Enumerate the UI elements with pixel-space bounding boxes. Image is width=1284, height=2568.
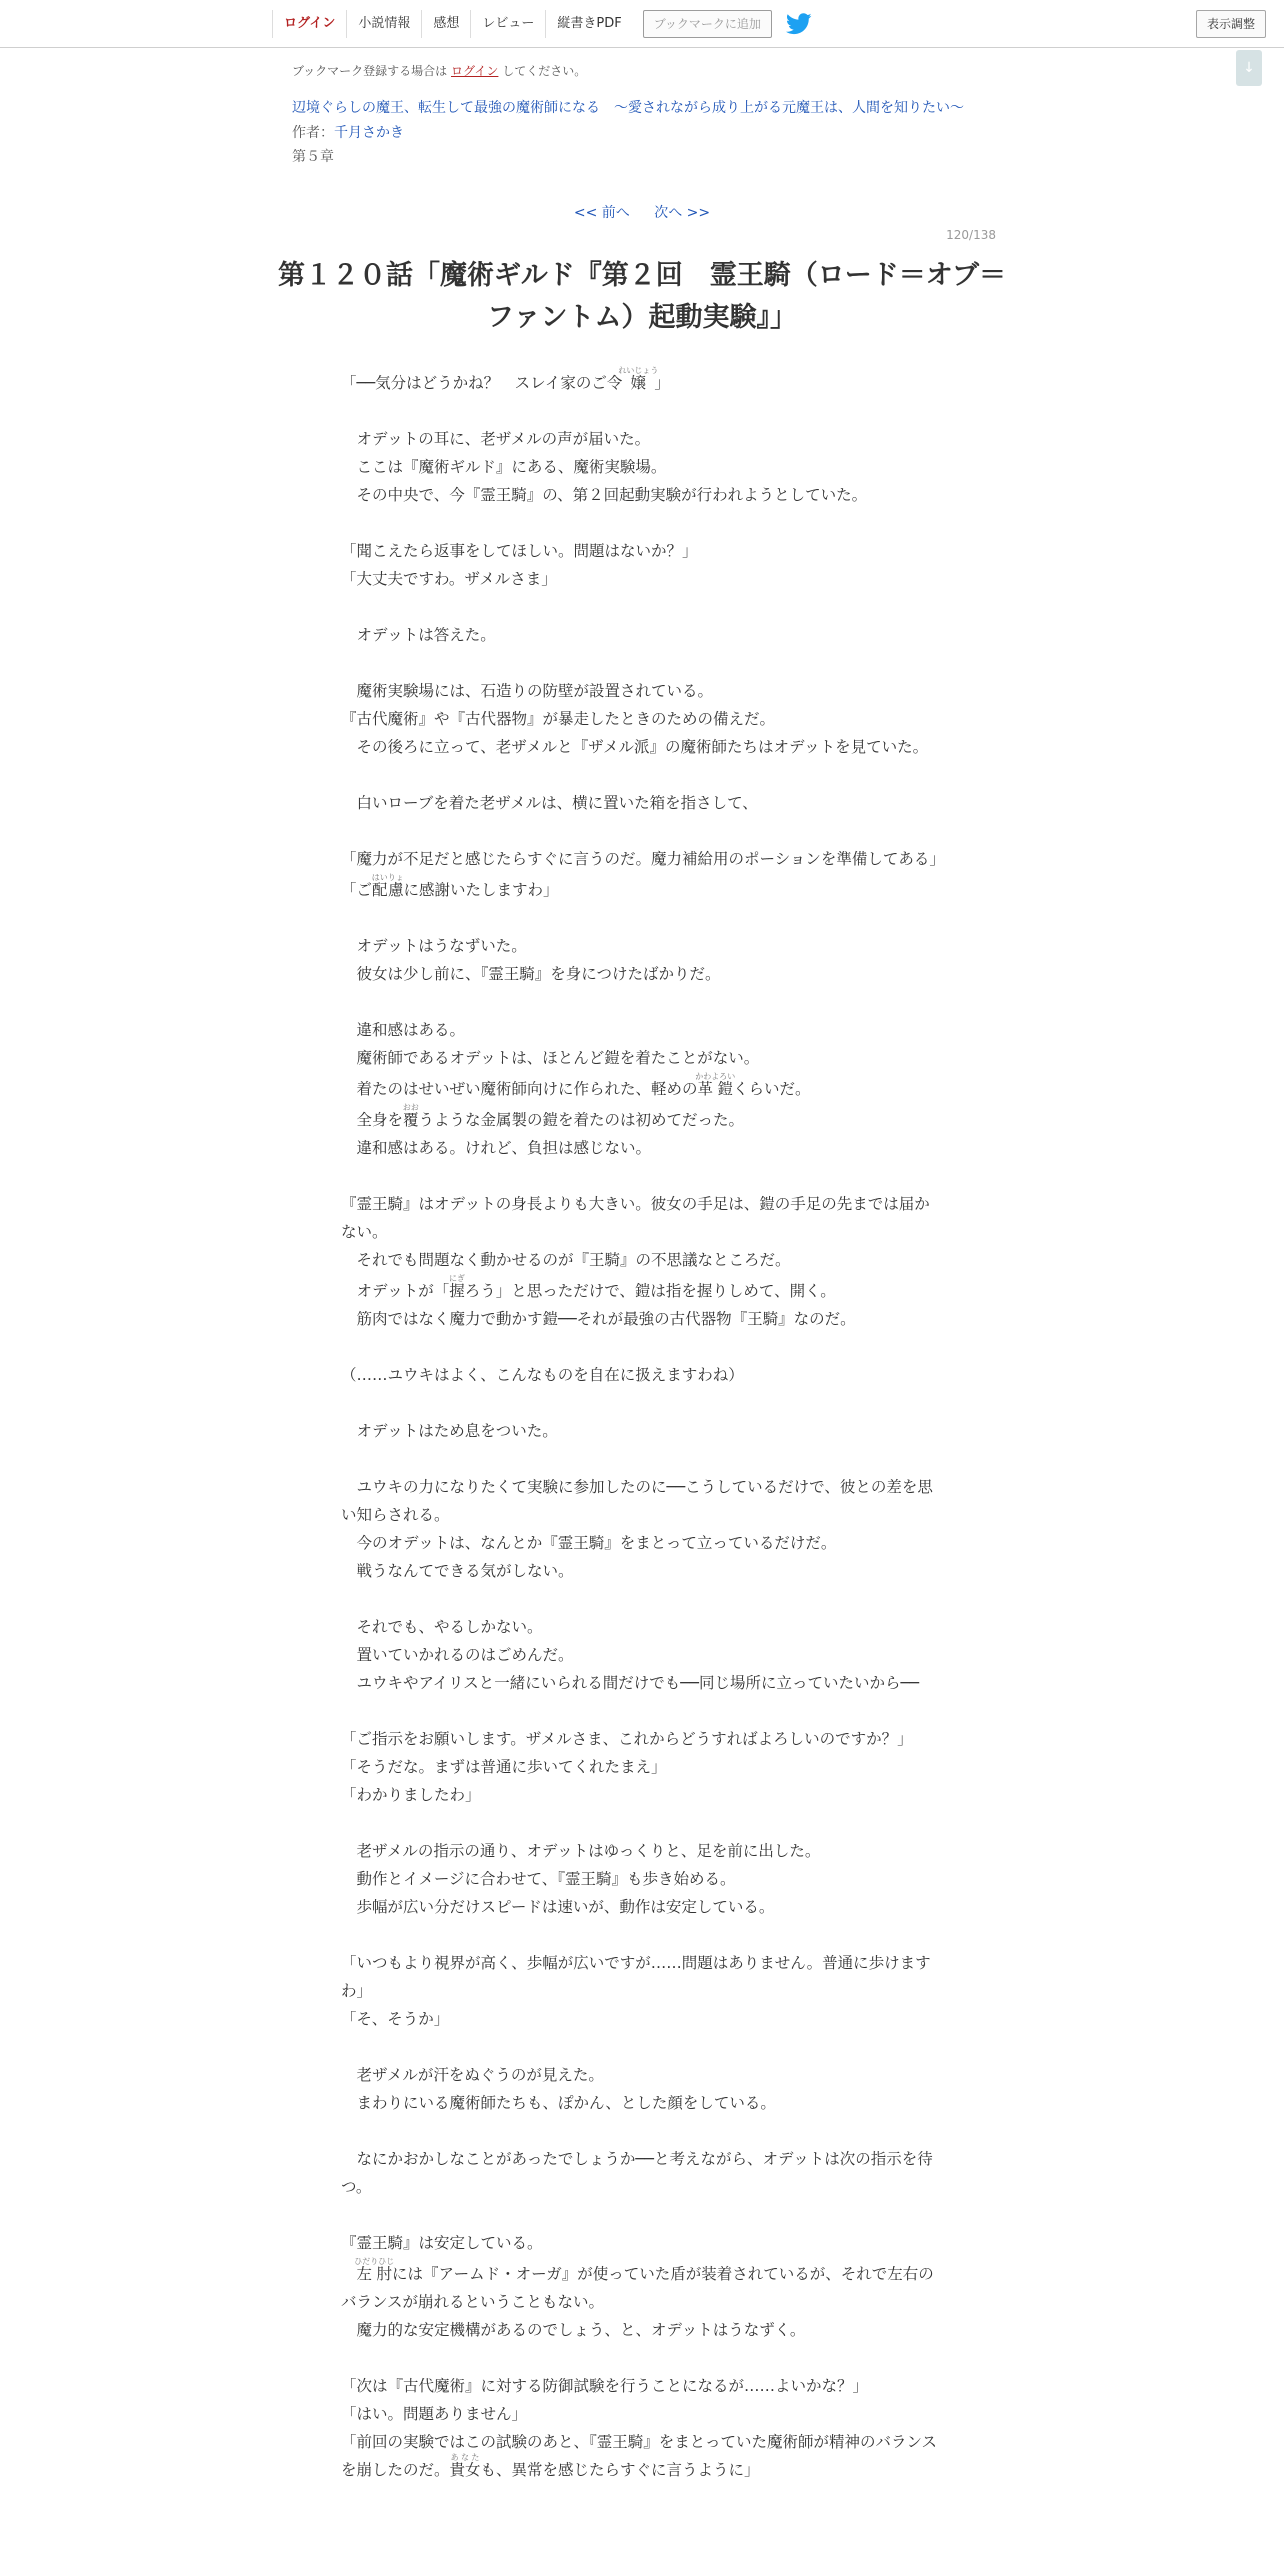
body-line: 「次は『古代魔術』に対する防御試験を行うことになるが……よいかな？」 bbox=[341, 2377, 869, 2395]
body-line: 「──気分はどうかね？ スレイ家のご令嬢れいじょう」 bbox=[341, 366, 670, 392]
ruby-text: 貴女あなた bbox=[449, 2453, 481, 2479]
body-line: 老ザメルが汗をぬぐうのが見えた。 bbox=[341, 2066, 604, 2084]
body-line: それでも、やるしかない。 bbox=[341, 1618, 543, 1636]
body-line: オデットが「握にぎろう」と思っただけで、鎧は指を握りしめて、開く。 bbox=[341, 1274, 836, 1300]
scroll-down-tab[interactable]: ↓ bbox=[1236, 50, 1262, 86]
body-line: 「大丈夫ですわ。ザメルさま」 bbox=[341, 570, 557, 588]
review-link[interactable]: レビュー bbox=[470, 10, 545, 38]
body-line: オデットの耳に、老ザメルの声が届いた。 bbox=[341, 430, 651, 448]
body-line: 『霊王騎』は安定している。 bbox=[341, 2234, 543, 2252]
blank-line bbox=[341, 2033, 941, 2061]
body-line: ユウキの力になりたくて実験に参加したのに──こうしているだけで、彼との差を思い知らされる。 bbox=[341, 1478, 933, 1524]
body-line: 白いローブを着た老ザメルは、横に置いた箱を指さして、 bbox=[341, 794, 758, 812]
body-line: 「いつもより視界が高く、歩幅が広いですが……問題はありません。普通に歩けますわ」 bbox=[341, 1954, 931, 2000]
body-line: その後ろに立って、老ザメルと『ザメル派』の魔術師たちはオデットを見ていた。 bbox=[341, 738, 929, 756]
series-title-link[interactable]: 辺境ぐらしの魔王、転生して最強の魔術師になる 〜愛されながら成り上がる元魔王は、人間を知りたい〜 bbox=[292, 100, 964, 116]
episode-counter: 120/138 bbox=[946, 228, 996, 242]
body-line: 魔術実験場には、石造りの防壁が設置されている。 bbox=[341, 682, 714, 700]
episode-title: 第１２０話「魔術ギルド『第２回 霊王騎（ロード＝オブ＝ファントム）起動実験』」 bbox=[278, 260, 1006, 333]
blank-line bbox=[341, 1585, 941, 1613]
body-line: （……ユウキはよく、こんなものを自在に扱えますわね） bbox=[341, 1366, 744, 1384]
blank-line bbox=[341, 2201, 941, 2229]
prev-episode-link[interactable]: << 前へ bbox=[573, 205, 630, 221]
blank-line bbox=[341, 1809, 941, 1837]
bookmark-add-button[interactable]: ブックマークに追加 bbox=[643, 10, 772, 38]
blank-line bbox=[341, 817, 941, 845]
ruby-text: 嬢れいじょう bbox=[618, 366, 659, 392]
body-line: 着たのはせいぜい魔術師向けに作られた、軽めの革鎧かわよろいくらいだ。 bbox=[341, 1072, 811, 1098]
impressions-link[interactable]: 感想 bbox=[421, 10, 470, 38]
body-line: 筋肉ではなく魔力で動かす鎧──それが最強の古代器物『王騎』なのだ。 bbox=[341, 1310, 856, 1328]
body-line: 歩幅が広い分だけスピードは速いが、動作は安定している。 bbox=[341, 1898, 775, 1916]
ruby-text: 革鎧かわよろい bbox=[695, 1072, 736, 1098]
body-line: 「はい。問題ありません」 bbox=[341, 2405, 528, 2423]
blank-line bbox=[341, 649, 941, 677]
body-line: 「魔力が不足だと感じたらすぐに言うのだ。魔力補給用のポーションを準備してある」 bbox=[341, 850, 945, 868]
blank-line bbox=[341, 904, 941, 932]
ruby-text: 握にぎ bbox=[448, 1274, 465, 1300]
body-line: 彼女は少し前に、『霊王騎』を身につけたばかりだ。 bbox=[341, 965, 721, 983]
ruby-text: 配慮はいりょ bbox=[371, 873, 404, 899]
body-line: 置いていかれるのはごめんだ。 bbox=[341, 1646, 574, 1664]
top-nav bbox=[272, 10, 812, 38]
body-line: 動作とイメージに合わせて、『霊王騎』も歩き始める。 bbox=[341, 1870, 736, 1888]
pager bbox=[0, 202, 1284, 222]
blank-line bbox=[341, 1162, 941, 1190]
body-line: 全身を覆おおうような金属製の鎧を着たのは初めてだった。 bbox=[341, 1103, 745, 1129]
blank-line bbox=[341, 761, 941, 789]
blank-line bbox=[341, 2344, 941, 2372]
body-line: 「ご配慮はいりょに感謝いたしますわ」 bbox=[341, 873, 559, 899]
body-line: 「そうだな。まずは普通に歩いてくれたまえ」 bbox=[341, 1758, 667, 1776]
body-line: 戦うなんてできる気がしない。 bbox=[341, 1562, 574, 1580]
ruby-text: 覆おお bbox=[402, 1103, 419, 1129]
vertical-pdf-link[interactable]: 縦書きPDF bbox=[545, 10, 632, 38]
body-line: オデットはうなずいた。 bbox=[341, 937, 527, 955]
author-line: 作者：千月さかき bbox=[292, 125, 404, 141]
body-line: 「そ、そうか」 bbox=[341, 2010, 450, 2028]
body-line: 魔術師であるオデットは、ほとんど鎧を着たことがない。 bbox=[341, 1049, 760, 1067]
body-line: それでも問題なく動かせるのが『王騎』の不思議なところだ。 bbox=[341, 1251, 791, 1269]
body-line: 違和感はある。 bbox=[341, 1021, 466, 1039]
blank-line bbox=[341, 397, 941, 425]
body-line: 『古代魔術』や『古代器物』が暴走したときのための備えだ。 bbox=[341, 710, 776, 728]
body-line: 「前回の実験ではこの試験のあと、『霊王騎』をまとっていた魔術師が精神のバランスを崩したのだ。貴女あなたも、異常を感じたらすぐに言うように」 bbox=[341, 2433, 937, 2479]
blank-line bbox=[341, 1921, 941, 1949]
twitter-bird-icon[interactable] bbox=[786, 13, 812, 35]
body-line: 「わかりましたわ」 bbox=[341, 1786, 481, 1804]
blank-line bbox=[341, 1445, 941, 1473]
top-nav-bar bbox=[0, 0, 1284, 48]
body-line: 左肘ひだりひじには『アームド・オーガ』が使っていた盾が装着されているが、それで左右のバランスが崩れるということもない。 bbox=[341, 2257, 934, 2311]
chapter-title: 第５章 bbox=[292, 149, 334, 165]
login-link[interactable]: ログイン bbox=[272, 10, 346, 38]
body-line: 「ご指示をお願いします。ザメルさま、これからどうすればよろしいのですか？」 bbox=[341, 1730, 913, 1748]
body-line: 魔力的な安定機構があるのでしょう、と、オデットはうなずく。 bbox=[341, 2321, 806, 2339]
bookmark-login-note: ブックマーク登録する場合は ログイン してください。 bbox=[292, 64, 587, 78]
body-line: まわりにいる魔術師たちも、ぽかん、とした顔をしている。 bbox=[341, 2094, 776, 2112]
ruby-text: 左肘ひだりひじ bbox=[354, 2257, 395, 2283]
blank-line bbox=[341, 1697, 941, 1725]
body-line: 老ザメルの指示の通り、オデットはゆっくりと、足を前に出した。 bbox=[341, 1842, 821, 1860]
body-line: 今のオデットは、なんとか『霊王騎』をまとって立っているだけだ。 bbox=[341, 1534, 837, 1552]
blank-line bbox=[341, 1333, 941, 1361]
body-line: ここは『魔術ギルド』にある、魔術実験場。 bbox=[341, 458, 667, 476]
body-line: ユウキやアイリスと一緒にいられる間だけでも──同じ場所に立っていたいから── bbox=[341, 1674, 920, 1692]
body-line: オデットは答えた。 bbox=[341, 626, 496, 644]
blank-line bbox=[341, 593, 941, 621]
body-line: その中央で、今『霊王騎』の、第２回起動実験が行われようとしていた。 bbox=[341, 486, 868, 504]
blank-line bbox=[341, 1389, 941, 1417]
body-line: 違和感はある。けれど、負担は感じない。 bbox=[341, 1139, 652, 1157]
body-line: 『霊王騎』はオデットの身長よりも大きい。彼女の手足は、鎧の手足の先までは届かない。 bbox=[341, 1195, 930, 1241]
body-line: 「聞こえたら返事をしてほしい。問題はないか？」 bbox=[341, 542, 698, 560]
bookmark-login-link[interactable]: ログイン bbox=[451, 64, 499, 78]
author-link[interactable]: 千月さかき bbox=[334, 125, 404, 141]
body-line: なにかおかしなことがあったでしょうか──と考えながら、オデットは次の指示を待つ。 bbox=[341, 2150, 933, 2196]
novel-body bbox=[341, 366, 945, 2484]
blank-line bbox=[341, 509, 941, 537]
body-line: オデットはため息をついた。 bbox=[341, 1422, 558, 1440]
display-settings-button[interactable]: 表示調整 bbox=[1196, 10, 1266, 38]
blank-line bbox=[341, 988, 941, 1016]
next-episode-link[interactable]: 次へ >> bbox=[654, 205, 711, 221]
blank-line bbox=[341, 2117, 941, 2145]
novel-info-link[interactable]: 小説情報 bbox=[346, 10, 421, 38]
